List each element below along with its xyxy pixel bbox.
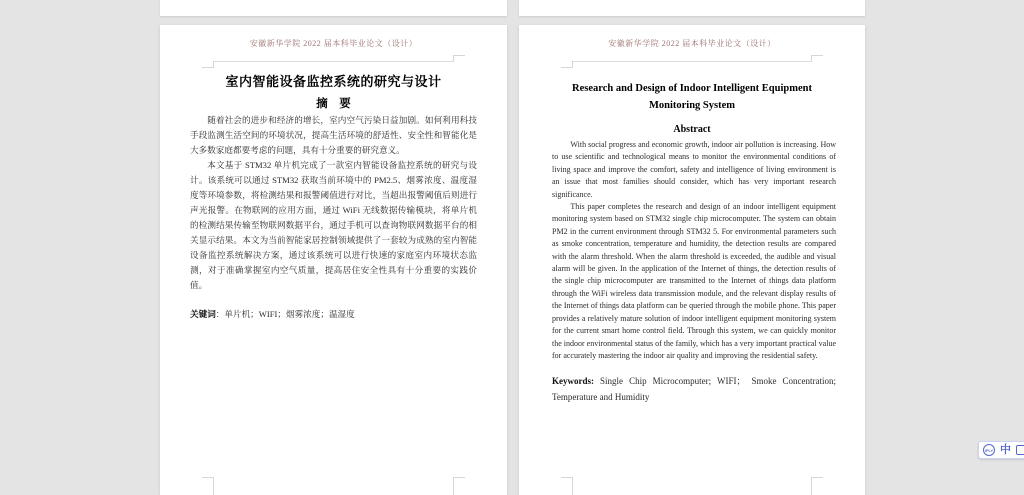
text-boundary-mark [453,55,454,62]
text-boundary-mark [202,477,213,478]
text-boundary-mark [811,477,812,495]
thesis-title-english[interactable] [549,80,835,114]
ime-logo-text: iFLY [984,447,994,453]
keywords-value: ：单片机；WIFI；烟雾浓度；温湿度 [215,309,355,319]
paragraph[interactable]: This paper completes the research and design of an indoor intelligent equipment monitoring system based on STM32 single chip microcomputer. The system can obtain PM2 in the current environment through STM32 5. For environmental parameters such as smoke concentration, temperature and humidity, the detection results are compared with the alarm threshold. When the alarm threshold is exceeded, the audible and visual alarm will be given. In the application of the Internet of things, the detection results of the single chip microcomputer are transmitted to the Internet of things data platform through the WiFi wireless data transmission module, and the relevant display results of the Internet of things data platform can be queried through the mobile phone. This paper provides a relatively mature solution of indoor intelligent equipment monitoring system for the current smart home control field. Through this system, we can quickly monitor the indoor environmental status of the family, which has a very important practical value for accurately mastering the indoor air quality and improving the residential safety. [552,202,836,360]
keywords-label: Keywords: [552,376,594,387]
text-boundary-mark [453,477,454,495]
page-header-text: 安徽新华学院 2022 届本科毕业论文（设计） [608,39,776,48]
text-boundary-mark [454,477,465,478]
ime-language-mode-toggle[interactable]: 中 [1000,443,1011,456]
ime-logo-icon[interactable] [983,444,995,456]
title-line-2: Monitoring System [648,100,736,111]
keywords-line-english[interactable] [552,374,836,405]
text-boundary-mark [561,477,572,478]
text-boundary-mark [213,477,214,495]
text-boundary-mark [572,61,573,68]
keywords-label: 关键词 [190,309,216,319]
paragraph[interactable]: 本文基于 STM32 单片机完成了一款室内智能设备监控系统的研究与设计。该系统可以通过 STM32 获取当前环境中的 PM2.5、烟雾浓度、温度湿度等环境参数，将检测结果和报警阈值进行对比，当超出报警阈值后则进行声光报警。在物联网的应用方面，通过 WiFi 无线数据传输模块，将单片机的检测结果传输至物联网数据平台，通过手机可以查询物联网数据平台的相关显示结果。本文为当前智能家居控制领域提供了一套较为成熟的室内智能设备监控系统解决方案，通过该系统可以进行快速的家庭室内环境状态监测，对于准确掌握室内空气质量，提高居住安全性具有十分重要的实践价值。 [190,160,477,290]
header-rule [213,61,454,62]
abstract-heading-english[interactable]: Abstract [673,124,711,135]
abstract-body-chinese[interactable] [190,113,477,322]
paragraph[interactable]: With social progress and economic growth, indoor air pollution is increasing. How to use scientific and technological means to monitor the environmental conditions of living space and improve the comfort, safety and intelligence of living environment is an issue that most families should consider, which has very important research significance. [552,140,836,199]
previous-page-bottom-right[interactable] [519,0,865,16]
abstract-body-english[interactable] [552,139,836,405]
text-boundary-mark [812,55,823,56]
keywords-value: Single Chip Microcomputer; WIFI； Smoke Concentration; Temperature and Humidity [552,376,836,402]
text-boundary-mark [213,61,214,68]
ime-status-bar[interactable] [978,441,1024,459]
header-rule [572,61,812,62]
paragraph[interactable]: 随着社会的进步和经济的增长，室内空气污染日益加剧。如何利用科技手段监测生活空间的环境状况，提高生活环境的舒适性、安全性和智能化是大多数家庭都要考虑的问题，具有十分重要的研究意义。 [190,115,477,155]
previous-page-bottom-left[interactable] [160,0,507,16]
keyboard-icon[interactable] [1016,445,1024,455]
text-boundary-mark [454,55,465,56]
thesis-title-chinese[interactable]: 室内智能设备监控系统的研究与设计 [225,74,442,89]
text-boundary-mark [812,477,823,478]
page-english-abstract[interactable] [519,25,865,495]
page-chinese-abstract[interactable] [160,25,507,495]
text-boundary-mark [202,67,213,68]
keywords-line-chinese[interactable] [190,307,477,322]
text-boundary-mark [561,67,572,68]
page-header-text: 安徽新华学院 2022 届本科毕业论文（设计） [249,39,418,48]
title-line-1: Research and Design of Indoor Intelligent Equipment [572,83,812,94]
text-boundary-mark [811,55,812,62]
abstract-heading-chinese[interactable]: 摘 要 [316,98,351,110]
text-boundary-mark [572,477,573,495]
